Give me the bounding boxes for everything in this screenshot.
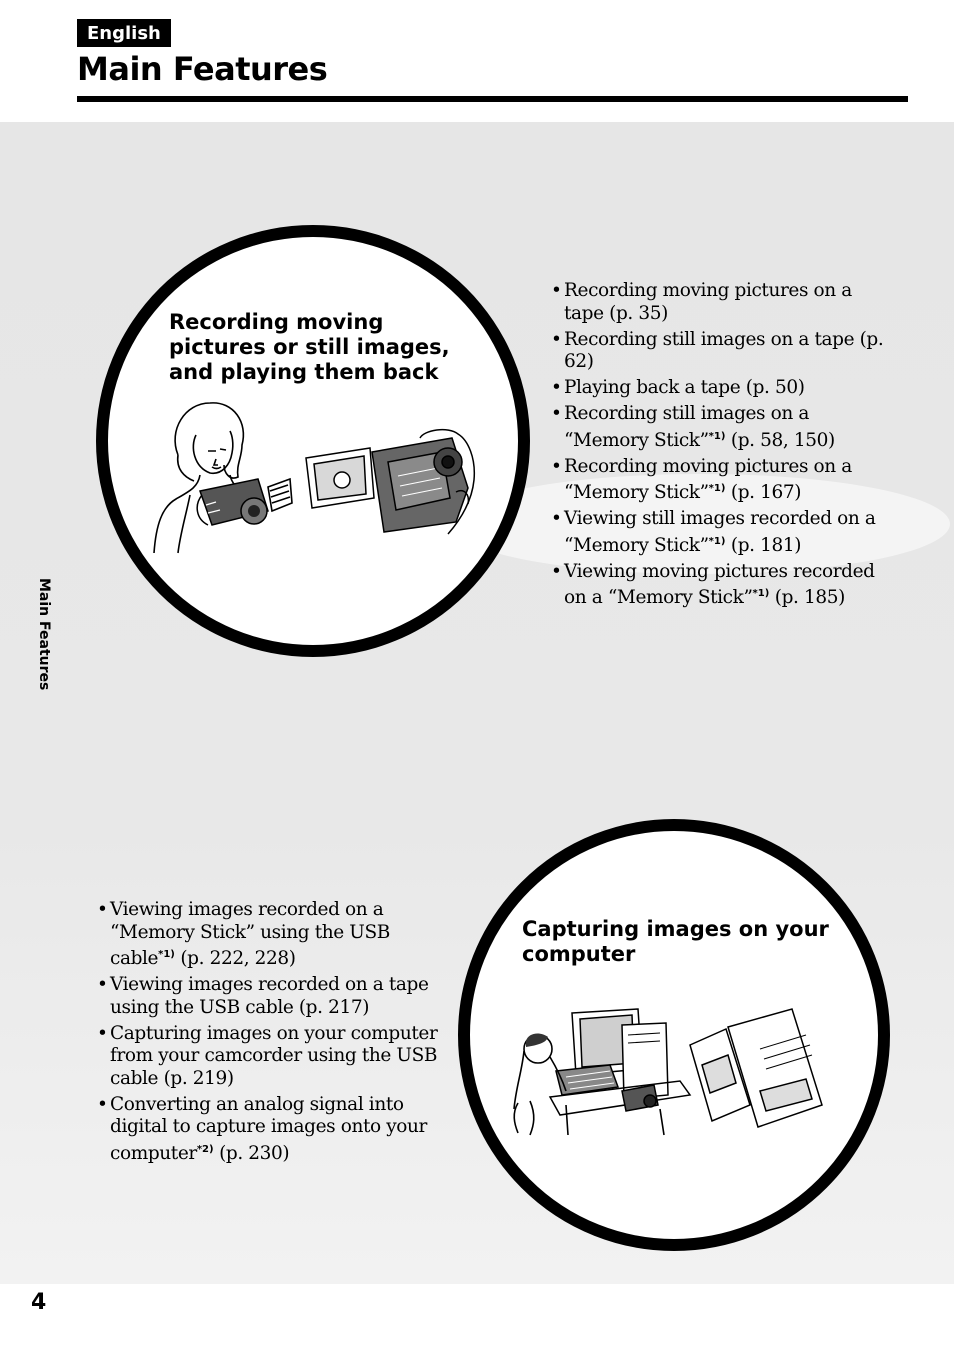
language-tab: English bbox=[77, 19, 171, 47]
computer-capture-illustration bbox=[510, 1005, 830, 1137]
page-title: Main Features bbox=[77, 50, 328, 88]
list-item: • Playing back a tape (p. 50) bbox=[551, 377, 891, 400]
list-item: • Recording still images on a tape (p. 62) bbox=[551, 329, 891, 374]
list-item: • Viewing still images recorded on a “Memory Stick”$^{*1)}$ (p. 181) bbox=[551, 508, 891, 557]
list-item: • Capturing images on your computer from your camcorder using the USB cable (p. 219) bbox=[97, 1023, 442, 1091]
footnote-ref: *1) bbox=[708, 430, 726, 442]
computer-feature-list bbox=[97, 899, 442, 1169]
list-item: • Recording moving pictures on a “Memory Stick”$^{*1)}$ (p. 167) bbox=[551, 456, 891, 505]
footnote-ref: *1) bbox=[708, 483, 726, 495]
camcorder-lcd-illustration bbox=[302, 428, 482, 540]
list-item: • Recording moving pictures on a tape (p. 35) bbox=[551, 280, 891, 325]
footnote-ref: *1) bbox=[708, 535, 726, 547]
recording-section-title: Recording moving pictures or still images, and playing them back bbox=[169, 310, 450, 384]
woman-recording-illustration bbox=[150, 395, 300, 555]
footnote-ref: *1) bbox=[158, 949, 175, 960]
footnote-ref: *2) bbox=[196, 1143, 214, 1155]
footnote-ref: *1) bbox=[752, 588, 770, 600]
list-item: • Viewing images recorded on a tape using the USB cable (p. 217) bbox=[97, 974, 442, 1019]
recording-feature-list bbox=[551, 280, 891, 614]
list-item: • Converting an analog signal into digital to capture images onto your computer$^{*2)}$ (p. 230) bbox=[97, 1094, 442, 1166]
title-rule bbox=[77, 96, 908, 102]
computer-section-title: Capturing images on your computer bbox=[522, 917, 829, 966]
list-item: • Viewing images recorded on a “Memory Stick” using the USB cable$^{*1)}$ (p. 222, 228) bbox=[97, 899, 442, 971]
side-section-label: Main Features bbox=[36, 578, 52, 691]
list-item: • Viewing moving pictures recorded on a “Memory Stick”$^{*1)}$ (p. 185) bbox=[551, 561, 891, 610]
page-number: 4 bbox=[31, 1290, 47, 1315]
list-item: • Recording still images on a “Memory Stick”$^{*1)}$ (p. 58, 150) bbox=[551, 403, 891, 452]
